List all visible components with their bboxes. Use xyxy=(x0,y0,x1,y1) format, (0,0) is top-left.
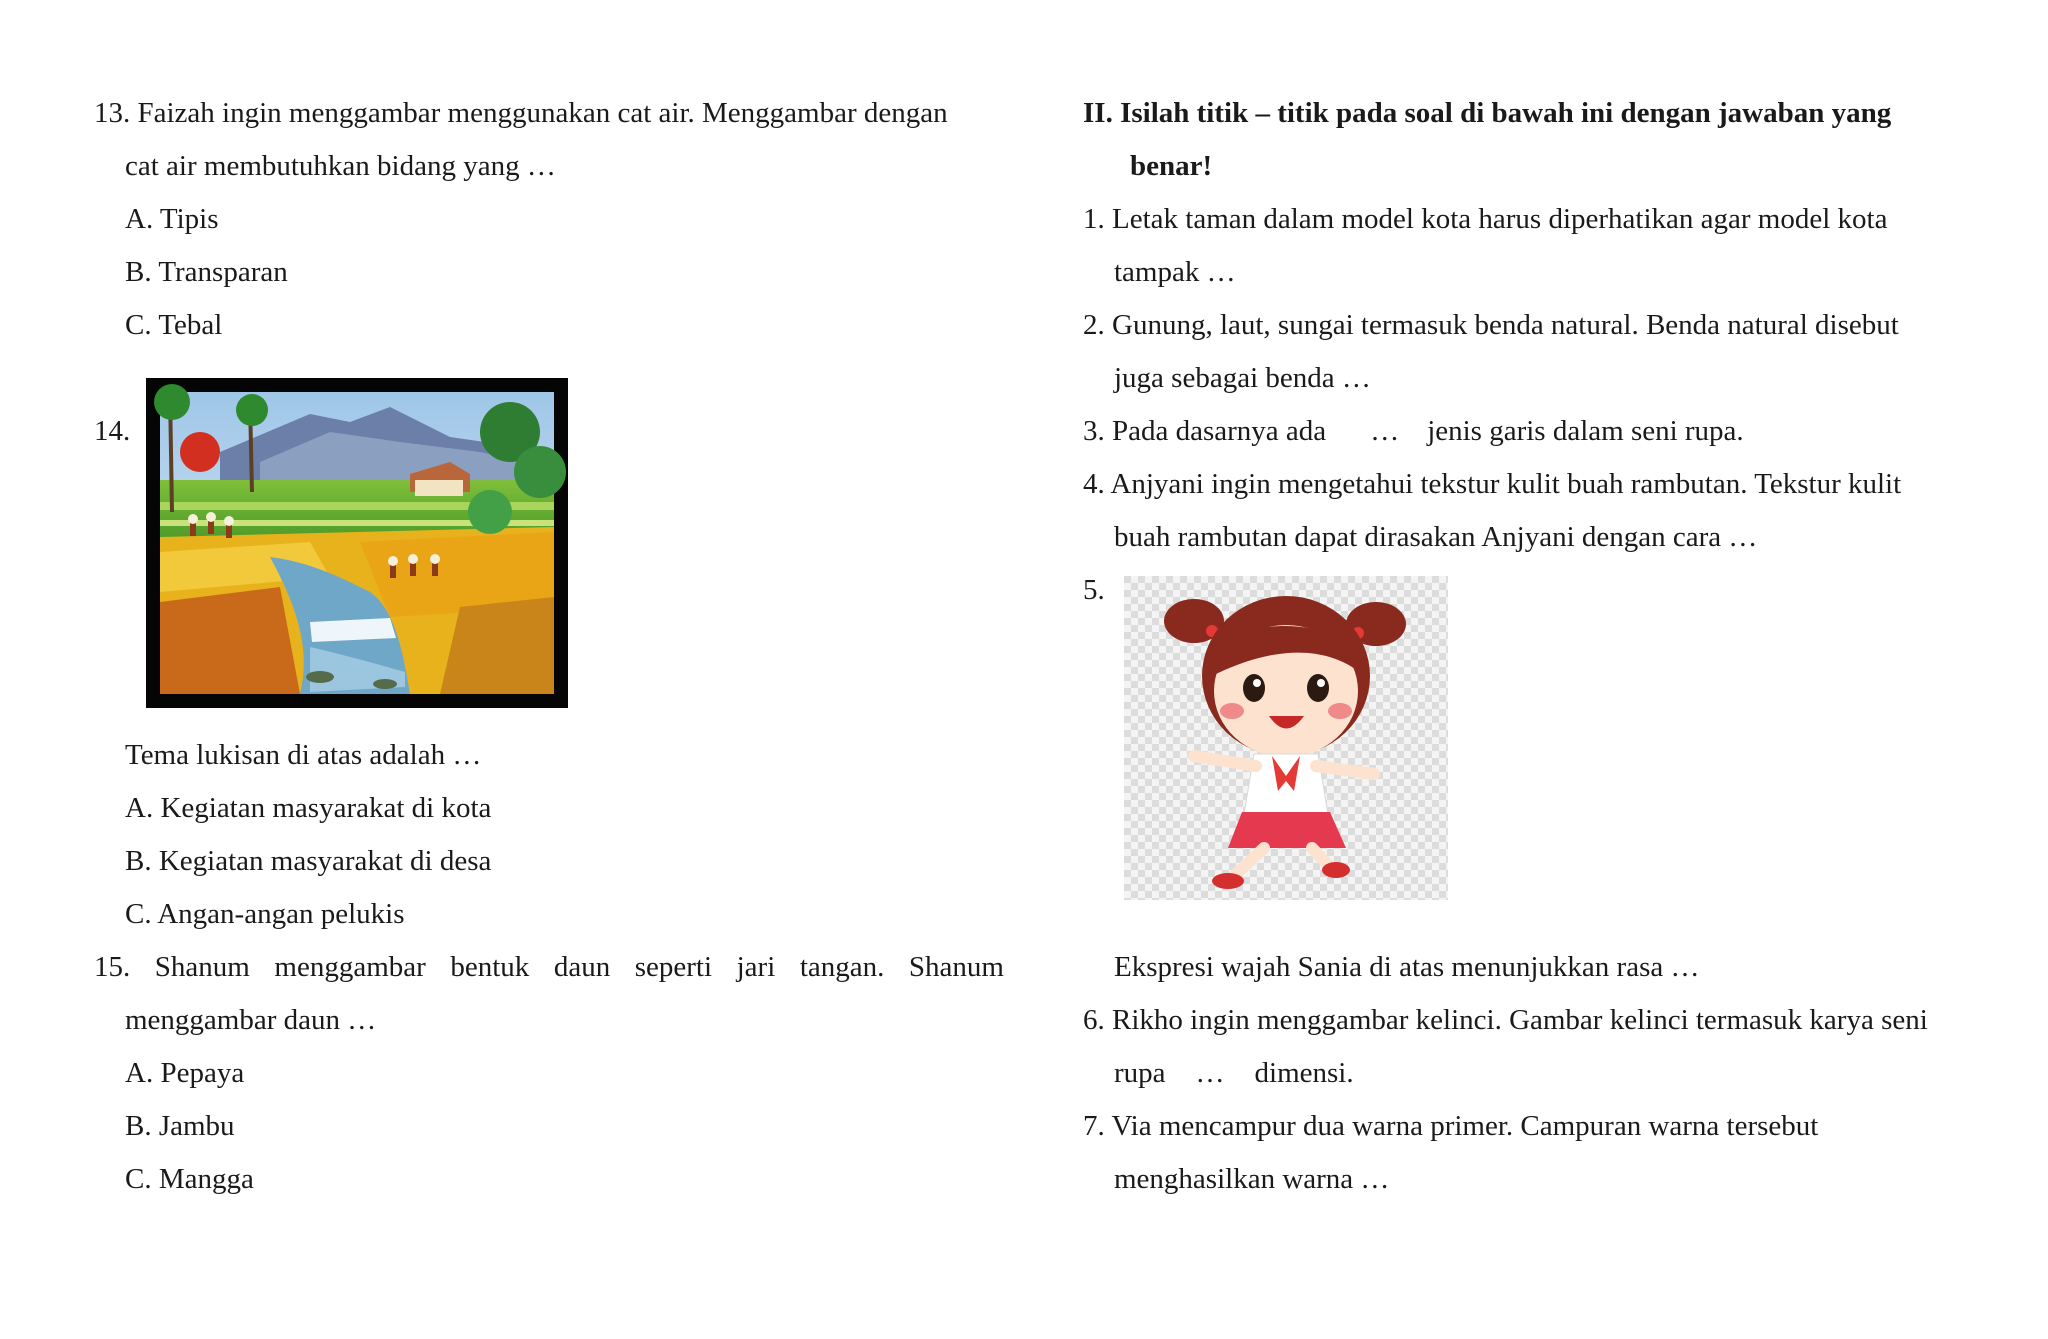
r-q6-line1: 6. Rikho ingin menggambar kelinci. Gambar kelinci termasuk karya seni xyxy=(1083,1004,1928,1036)
q15-word: seperti xyxy=(634,951,713,983)
q13-line1: 13. Faizah ingin menggambar menggunakan cat air. Menggambar dengan xyxy=(94,97,948,129)
rice-field-painting xyxy=(146,378,568,708)
section-heading-line2: benar! xyxy=(1130,150,1213,182)
q15-word: jari xyxy=(736,951,776,983)
q13-option-b: B. Transparan xyxy=(125,256,288,288)
q15-word: Shanum xyxy=(908,951,1004,983)
q15-word: tangan. xyxy=(799,951,885,983)
r-q3-line xyxy=(1083,413,1744,449)
r-q1-line2: tampak … xyxy=(1114,256,1236,288)
q14-option-a: A. Kegiatan masyarakat di kota xyxy=(125,792,492,824)
r-q5-number: 5. xyxy=(1083,574,1105,606)
q14-option-c: C. Angan-angan pelukis xyxy=(125,898,405,930)
r-q4-line2: buah rambutan dapat dirasakan Anjyani dengan cara … xyxy=(1114,521,1758,553)
r-q4-line1: 4. Anjyani ingin mengetahui tekstur kulit buah rambutan. Tekstur kulit xyxy=(1083,468,1902,500)
r-q1-line1: 1. Letak taman dalam model kota harus diperhatikan agar model kota xyxy=(1083,203,1888,235)
q15-word: menggambar xyxy=(274,951,426,983)
r-q6-line2 xyxy=(1114,1055,1354,1091)
r-q6-blank: … xyxy=(1195,1057,1225,1089)
q15-word: Shanum xyxy=(154,951,250,983)
q15-line2: menggambar daun … xyxy=(125,1004,377,1036)
q13-option-a: A. Tipis xyxy=(125,203,219,235)
q14-number: 14. xyxy=(94,415,131,447)
q14-option-b: B. Kegiatan masyarakat di desa xyxy=(125,845,492,877)
r-q5-stem: Ekspresi wajah Sania di atas menunjukkan rasa … xyxy=(1114,951,1700,983)
q13-line2: cat air membutuhkan bidang yang … xyxy=(125,150,556,182)
r-q7-line2: menghasilkan warna … xyxy=(1114,1163,1390,1195)
r-q2-line1: 2. Gunung, laut, sungai termasuk benda natural. Benda natural disebut xyxy=(1083,309,1899,341)
r-q6-part1: rupa xyxy=(1114,1057,1166,1089)
q15-option-b: B. Jambu xyxy=(125,1110,235,1142)
r-q3-part1: 3. Pada dasarnya ada xyxy=(1083,415,1327,447)
q15-option-c: C. Mangga xyxy=(125,1163,254,1195)
q14-stem: Tema lukisan di atas adalah … xyxy=(125,739,482,771)
r-q7-line1: 7. Via mencampur dua warna primer. Campuran warna tersebut xyxy=(1083,1110,1819,1142)
r-q2-line2: juga sebagai benda … xyxy=(1114,362,1371,394)
r-q3-part2: jenis garis dalam seni rupa. xyxy=(1427,415,1744,447)
girl-illustration xyxy=(1124,576,1448,900)
q13-option-c: C. Tebal xyxy=(125,309,223,341)
section-heading-line1: II. Isilah titik – titik pada soal di bawah ini dengan jawaban yang xyxy=(1083,97,1892,129)
r-q6-part2: dimensi. xyxy=(1254,1057,1354,1089)
q15-word: daun xyxy=(553,951,611,983)
q15-word: bentuk xyxy=(450,951,530,983)
r-q3-blank: … xyxy=(1370,415,1400,447)
q15-line1 xyxy=(94,949,1004,985)
q15-word: 15. xyxy=(94,951,131,983)
q15-option-a: A. Pepaya xyxy=(125,1057,245,1089)
